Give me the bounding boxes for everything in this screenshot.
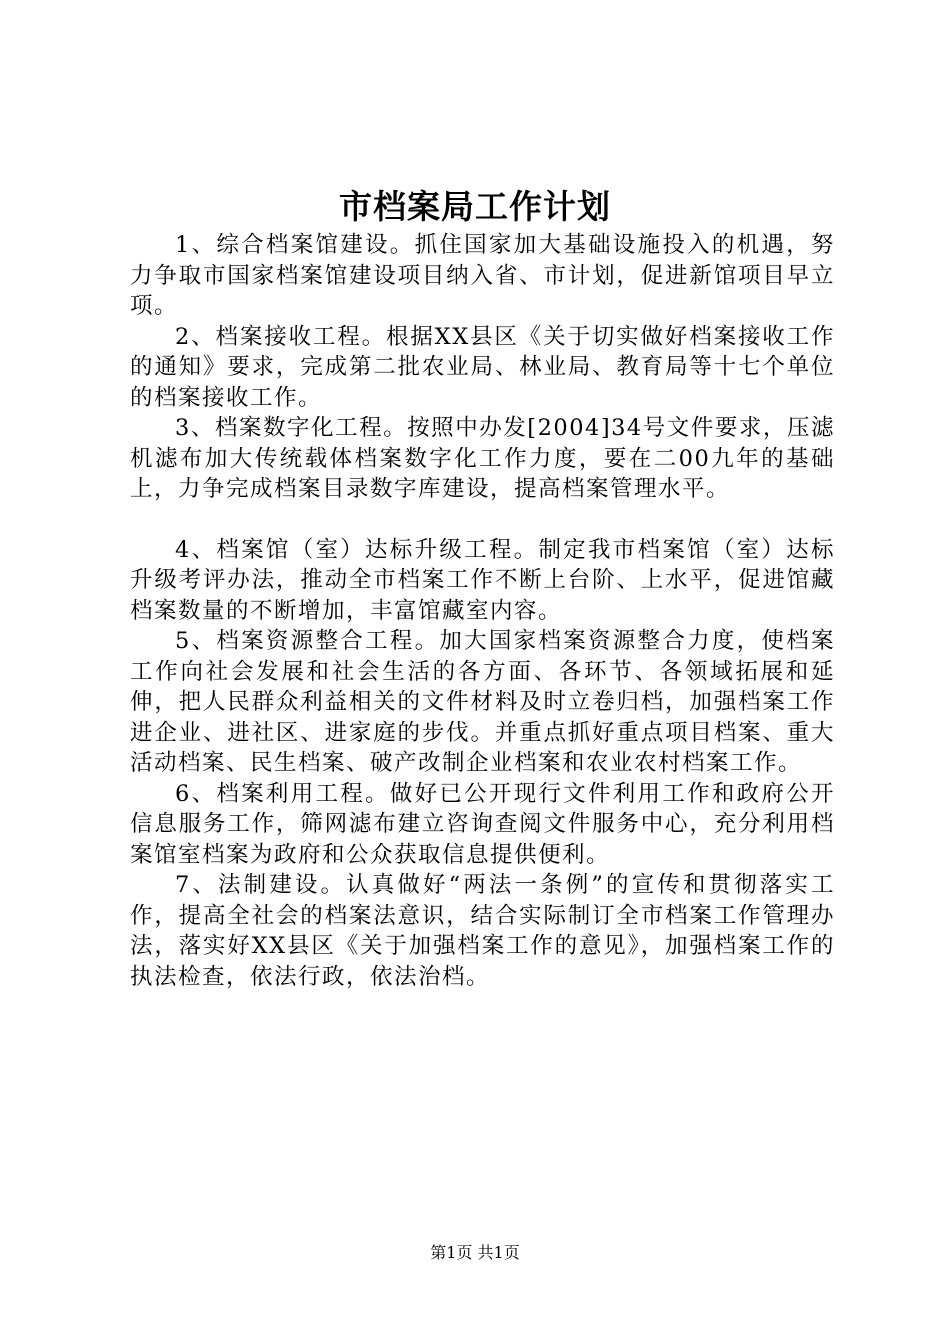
page-footer [0,1242,950,1264]
paragraph-7: 7、法制建设。认真做好“两法一条例”的宣传和贯彻落实工作，提高全社会的档案法意识，结合实际制订全市档案工作管理办法，落实好XX县区《关于加强档案工作的意见》，加强档案工作的执法检查，依法行政，依法治档。 [130,872,835,990]
paragraph-2: 2、档案接收工程。根据XX县区《关于切实做好档案接收工作的通知》要求，完成第二批农业局、林业局、教育局等十七个单位的档案接收工作。 [130,323,835,411]
document-body [130,230,835,992]
paragraph-3: 3、档案数字化工程。按照中办发[2004]34号文件要求，压滤机滤布加大传统载体档案数字化工作力度，要在二00九年的基础上，力争完成档案目录数字库建设，提高档案管理水平。 [130,415,835,502]
paragraph-4: 4、档案馆（室）达标升级工程。制定我市档案馆（室）达标升级考评办法，推动全市档案工作不断上台阶、上水平，促进馆藏档案数量的不断增加，丰富馆藏室内容。 [130,536,835,624]
page-number: 第1页 [430,1243,473,1262]
page-total: 共1页 [477,1243,520,1262]
document-title: 市档案局工作计划 [339,187,611,226]
paragraph-1: 1、综合档案馆建设。抓住国家加大基础设施投入的机遇，努力争取市国家档案馆建设项目纳入省、市计划，促进新馆项目早立项。 [130,232,835,319]
paragraph-6: 6、档案利用工程。做好已公开现行文件利用工作和政府公开信息服务工作，筛网滤布建立咨询查阅文件服务中心，充分利用档案馆室档案为政府和公众获取信息提供便利。 [130,780,835,868]
paragraph-5: 5、档案资源整合工程。加大国家档案资源整合力度，使档案工作向社会发展和社会生活的各方面、各环节、各领域拓展和延伸，把人民群众利益相关的文件材料及时立卷归档，加强档案工作进企业、进社区、进家庭的步伐。并重点抓好重点项目档案、重大活动档案、民生档案、破产改制企业档案和农业农村档案工作。 [130,628,835,776]
